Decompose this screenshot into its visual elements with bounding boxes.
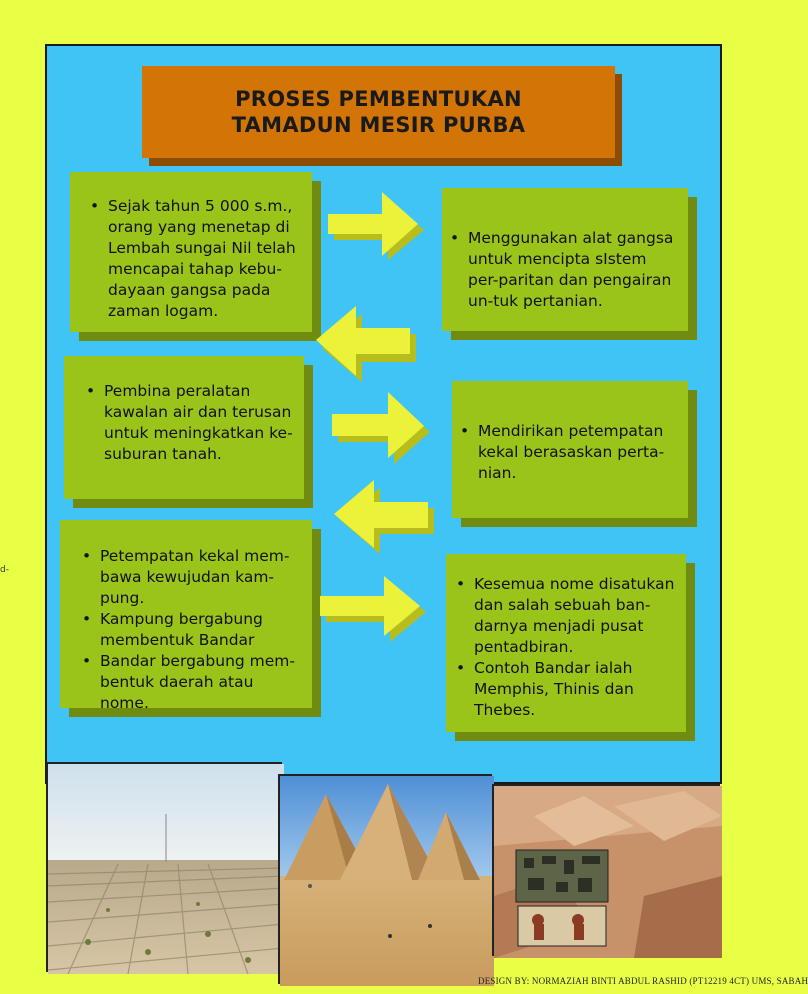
step-box-5: [60, 520, 312, 712]
step-5-item-2: • Kampung bergabung membentuk Bandar: [100, 609, 306, 651]
arrow-right-3-icon: [318, 572, 430, 650]
photo-ruins-and-art: [492, 784, 720, 956]
step-4-item-1: • Mendirikan petempatan kekal berasaskan perta-nian.: [478, 421, 678, 484]
step-box-2: [442, 188, 688, 331]
photo-pyramids: [278, 774, 492, 984]
step-1-item-1: • Sejak tahun 5 000 s.m., orang yang menetap di Lembah sungai Nil telah mencapai tahap kebu-dayaan gangsa pada zaman logam.: [108, 196, 304, 322]
step-6-item-2: • Contoh Bandar ialah Memphis, Thinis dan Thebes.: [474, 658, 678, 721]
arrow-right-1-icon: [326, 186, 428, 270]
step-6-item-1: • Kesemua nome disatukan dan salah sebuah ban-darnya menjadi pusat pentadbiran.: [474, 574, 678, 658]
step-box-6: [446, 554, 686, 732]
arrow-left-2-icon: [330, 476, 438, 566]
arrow-right-2-icon: [330, 386, 434, 472]
step-3-item-1: • Pembina peralatan kawalan air dan terusan untuk meningkatkan ke-suburan tanah.: [104, 381, 296, 465]
step-box-4: [452, 381, 688, 518]
step-2-item-1: • Menggunakan alat gangsa untuk mencipta sIstem per-paritan dan pengairan un-tuk pertanian.: [468, 228, 678, 312]
step-box-3: [64, 356, 304, 499]
photo-irrigated-field: [46, 762, 282, 972]
title-line-2: TAMADUN MESIR PURBA: [231, 113, 526, 137]
edge-mark: d-: [0, 565, 9, 575]
poster-title: [142, 66, 615, 158]
design-credit: DESIGN BY: NORMAZIAH BINTI ABDUL RASHID (PT12219 4CT) UMS, SABAH: [478, 976, 808, 986]
step-box-1: [70, 172, 312, 332]
step-5-item-3: • Bandar bergabung mem-bentuk daerah atau nome.: [100, 651, 306, 714]
step-5-item-1: • Petempatan kekal mem-bawa kewujudan kam-pung.: [100, 546, 306, 609]
arrow-left-1-icon: [312, 300, 420, 396]
title-line-1: PROSES PEMBENTUKAN: [235, 87, 522, 111]
